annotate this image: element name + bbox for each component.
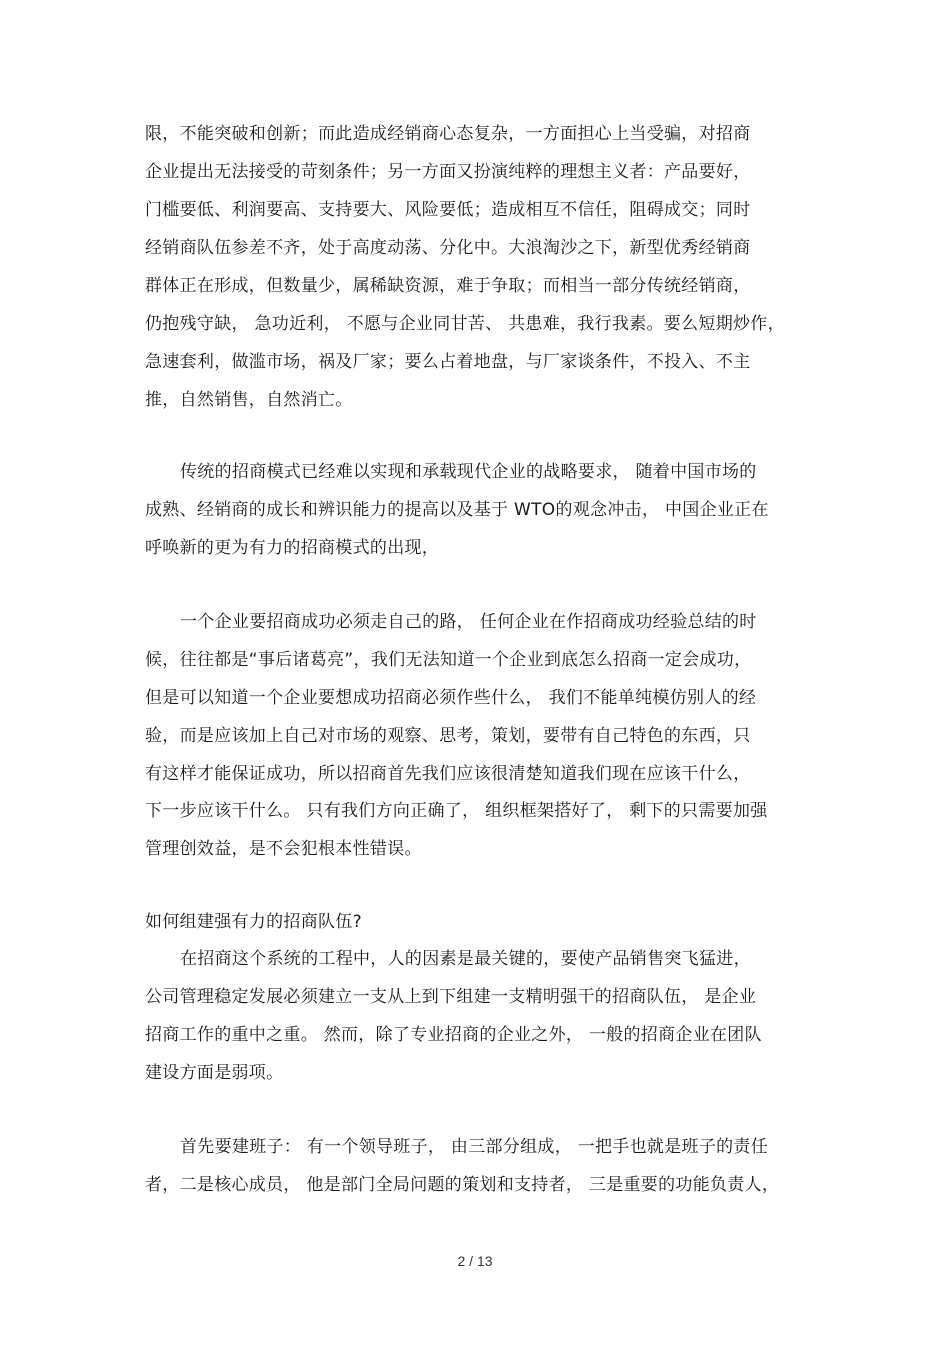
paragraph-3-line-1: 一个企业要招商成功必须走自己的路， 任何企业在作招商成功经验总结的时: [180, 612, 757, 632]
paragraph-4-line-2: 公司管理稳定发展必须建立一支从上到下组建一支精明强干的招商队伍， 是企业: [145, 987, 757, 1007]
paragraph-1-line-5: 群体正在形成，但数量少，属稀缺资源，难于争取；而相当一部分传统经销商，: [145, 276, 751, 296]
paragraph-3-line-4: 验，而是应该加上自己对市场的观察、思考，策划，要带有自己特色的东西，只: [145, 726, 751, 746]
paragraph-2-line-2: 成熟、经销商的成长和辨识能力的提高以及基于 WTO的观念冲击， 中国企业正在: [145, 500, 769, 520]
section-heading: 如何组建强有力的招商队伍?: [145, 912, 362, 932]
paragraph-1-line-8: 推，自然销售，自然消亡。: [145, 390, 353, 410]
paragraph-2-line-3: 呼唤新的更为有力的招商模式的出现，: [145, 538, 440, 558]
paragraph-1-line-6: 仍抱残守缺， 急功近利， 不愿与企业同甘苦、 共患难，我行我素。要么短期炒作，: [145, 314, 785, 334]
paragraph-2-line-1: 传统的招商模式已经难以实现和承载现代企业的战略要求， 随着中国市场的: [180, 462, 757, 482]
paragraph-1-line-3: 门槛要低、利润要高、支持要大、风险要低；造成相互不信任，阻碍成交；同时: [145, 200, 751, 220]
paragraph-4-line-3: 招商工作的重中之重。 然而，除了专业招商的企业之外， 一般的招商企业在团队: [145, 1025, 762, 1045]
paragraph-5-line-2: 者，二是核心成员， 他是部门全局问题的策划和支持者， 三是重要的功能负责人，: [145, 1175, 780, 1195]
paragraph-1-line-1: 限，不能突破和创新；而此造成经销商心态复杂，一方面担心上当受骗，对招商: [145, 124, 751, 144]
paragraph-1-line-2: 企业提出无法接受的苛刻条件；另一方面又扮演纯粹的理想主义者：产品要好，: [145, 162, 751, 182]
paragraph-1-line-4: 经销商队伍参差不齐，处于高度动荡、分化中。大浪淘沙之下，新型优秀经销商: [145, 238, 751, 258]
paragraph-3-line-2: 候，往往都是“事后诸葛亮”，我们无法知道一个企业到底怎么招商一定会成功，: [145, 650, 752, 670]
paragraph-4-line-4: 建设方面是弱项。: [145, 1063, 284, 1083]
paragraph-3-line-7: 管理创效益，是不会犯根本性错误。: [145, 839, 422, 859]
page-number: 2 / 13: [457, 1253, 493, 1269]
paragraph-4-line-1: 在招商这个系统的工程中，人的因素是最关键的，要使产品销售突飞猛进，: [180, 949, 751, 969]
paragraph-3-line-6: 下一步应该干什么。 只有我们方向正确了， 组织框架搭好了， 剩下的只需要加强: [145, 801, 768, 821]
paragraph-3-line-5: 有这样才能保证成功，所以招商首先我们应该很清楚知道我们现在应该干什么，: [145, 764, 751, 784]
paragraph-1-line-7: 急速套利，做滥市场，祸及厂家；要么占着地盘，与厂家谈条件，不投入、不主: [145, 352, 751, 372]
paragraph-3-line-3: 但是可以知道一个企业要想成功招商必须作些什么， 我们不能单纯模仿别人的经: [145, 688, 757, 708]
paragraph-5-line-1: 首先要建班子： 有一个领导班子， 由三部分组成， 一把手也就是班子的责任: [180, 1137, 769, 1157]
